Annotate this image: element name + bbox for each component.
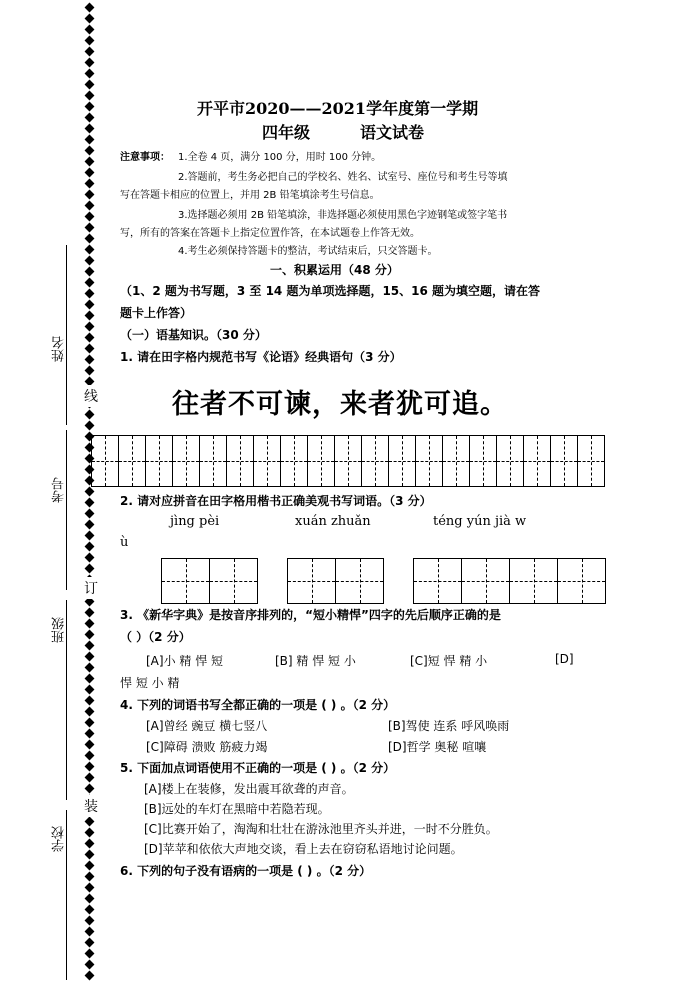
binding-diamond xyxy=(85,212,95,222)
binding-diamond xyxy=(85,102,95,112)
q4-option-c[interactable]: [C]障碍 溃败 筋疲力竭 xyxy=(146,740,268,754)
binding-diamond xyxy=(85,861,95,871)
binding-diamond xyxy=(85,124,95,134)
q5-option-a[interactable]: [A]楼上在装修，发出震耳欲聋的声音。 xyxy=(144,782,354,796)
question-5: 5. 下面加点词语使用不正确的一项是 ( ) 。（2 分） xyxy=(120,761,396,775)
pinyin-2: xuán zhuǎn xyxy=(295,514,371,529)
binding-diamond xyxy=(85,553,95,563)
binding-diamond xyxy=(85,201,95,211)
binding-diamond xyxy=(85,355,95,365)
binding-diamond xyxy=(85,630,95,640)
binding-diamond xyxy=(85,80,95,90)
grid-cell[interactable] xyxy=(524,435,551,487)
binding-diamond xyxy=(85,663,95,673)
question-4: 4. 下列的词语书写全都正确的一项是 ( ) 。（2 分） xyxy=(120,698,396,712)
section-title: 一、积累运用（48 分） xyxy=(270,263,399,277)
bind-char-zhuang: 装 xyxy=(84,795,98,817)
section-instruction-1: （1、2 题为书写题，3 至 14 题为单项选择题，15、16 题为填空题，请在答 xyxy=(120,284,541,298)
binding-diamond xyxy=(85,509,95,519)
binding-diamond xyxy=(85,762,95,772)
binding-diamond xyxy=(85,168,95,178)
binding-diamond xyxy=(85,91,95,101)
name-label: 姓名 xyxy=(52,336,67,362)
binding-diamond xyxy=(85,3,95,13)
grid-cell[interactable] xyxy=(551,435,578,487)
school-label: 学校 xyxy=(52,826,67,852)
grid-cell[interactable] xyxy=(336,558,384,604)
binding-diamond xyxy=(85,905,95,915)
q4-option-a[interactable]: [A]曾经 豌豆 横七竖八 xyxy=(146,719,268,733)
grid-cell[interactable] xyxy=(416,435,443,487)
pinyin-3: téng yún jià w xyxy=(433,514,527,529)
q1-writing-grid[interactable] xyxy=(91,435,605,487)
subsection-title: （一）语基知识。（30 分） xyxy=(120,328,267,342)
binding-diamond xyxy=(85,278,95,288)
binding-diamond xyxy=(85,520,95,530)
binding-diamond xyxy=(85,608,95,618)
binding-diamond xyxy=(85,729,95,739)
q5-option-c[interactable]: [C]比赛开始了，淘淘和壮壮在游泳池里齐头并进，一时不分胜负。 xyxy=(144,822,498,836)
notes-item-1: 1.全卷 4 页，满分 100 分，用时 100 分钟。 xyxy=(178,152,382,163)
notes-item-4: 4.考生必须保持答题卡的整洁，考试结束后，只交答题卡。 xyxy=(178,246,438,257)
grid-cell[interactable] xyxy=(414,558,462,604)
binding-diamond xyxy=(85,828,95,838)
grid-cell[interactable] xyxy=(510,558,558,604)
notes-item-2a: 2.答题前，考生务必把自己的学校名、姓名、试室号、座位号和考生号等填 xyxy=(178,172,508,183)
grid-cell[interactable] xyxy=(308,435,335,487)
binding-diamond xyxy=(85,333,95,343)
binding-diamond xyxy=(85,883,95,893)
binding-diamond xyxy=(85,751,95,761)
notes-item-3a: 3.选择题必须用 2B 铅笔填涂，非选择题必须使用黑色字迹钢笔或签字笔书 xyxy=(178,210,508,221)
question-3: 3. 《新华字典》是按音序排列的，“短小精悍”四字的先后顺序正确的是 xyxy=(120,608,501,622)
bind-char-ding: 订 xyxy=(84,577,98,599)
bind-char-xian: 线 xyxy=(84,385,98,407)
q3-option-d[interactable]: [D] xyxy=(555,652,574,666)
binding-diamond xyxy=(85,498,95,508)
binding-diamond xyxy=(85,619,95,629)
binding-diamond xyxy=(85,927,95,937)
binding-diamond xyxy=(85,740,95,750)
pinyin-3-wrap: ù xyxy=(120,535,129,550)
binding-diamond xyxy=(85,135,95,145)
subject-label: 语文试卷 xyxy=(360,123,425,142)
binding-diamond xyxy=(85,531,95,541)
grid-cell[interactable] xyxy=(119,435,146,487)
binding-diamond xyxy=(85,69,95,79)
exam-title: 开平市2020——2021学年度第一学期 xyxy=(197,99,479,118)
binding-diamond xyxy=(85,25,95,35)
binding-diamond xyxy=(85,916,95,926)
binding-diamond xyxy=(85,146,95,156)
binding-diamond xyxy=(85,267,95,277)
grid-cell[interactable] xyxy=(443,435,470,487)
binding-diamond xyxy=(85,938,95,948)
binding-diamond xyxy=(85,960,95,970)
binding-diamond xyxy=(85,850,95,860)
name-underline xyxy=(66,245,67,425)
binding-diamond xyxy=(85,58,95,68)
pinyin-1: jìng pèi xyxy=(170,514,220,529)
grid-cell[interactable] xyxy=(335,435,362,487)
class-label: 班级 xyxy=(52,617,67,643)
binding-diamond xyxy=(85,300,95,310)
exam-no-label: 考号 xyxy=(52,477,67,503)
section-instruction-2: 题卡上作答） xyxy=(120,306,193,320)
binding-diamond xyxy=(85,685,95,695)
q3-option-d-wrap: 悍 短 小 精 xyxy=(120,676,180,690)
grid-cell[interactable] xyxy=(92,435,119,487)
grid-cell[interactable] xyxy=(558,558,606,604)
binding-diamond xyxy=(85,674,95,684)
binding-diamond xyxy=(85,190,95,200)
binding-diamond xyxy=(85,707,95,717)
q3-option-b[interactable]: [B] 精 悍 短 小 xyxy=(275,654,356,668)
grid-cell[interactable] xyxy=(389,435,416,487)
grid-cell[interactable] xyxy=(462,558,510,604)
binding-diamond xyxy=(85,179,95,189)
grid-cell[interactable] xyxy=(281,435,308,487)
grade-label: 四年级 xyxy=(262,123,311,142)
notes-item-2b: 写在答题卡相应的位置上，并用 2B 铅笔填涂考生号信息。 xyxy=(120,190,380,201)
notes-label: 注意事项： xyxy=(120,152,170,163)
binding-diamond xyxy=(85,157,95,167)
exam-no-underline xyxy=(66,430,67,590)
question-1: 1. 请在田字格内规范书写《论语》经典语句（3 分） xyxy=(120,350,402,364)
q3-option-a[interactable]: [A]小 精 悍 短 xyxy=(146,654,224,668)
grid-cell[interactable] xyxy=(173,435,200,487)
binding-diamond xyxy=(85,718,95,728)
grid-cell[interactable] xyxy=(288,558,336,604)
q3-option-c[interactable]: [C]短 悍 精 小 xyxy=(410,654,488,668)
question-3-blank[interactable]: （ ）（2 分） xyxy=(120,630,191,644)
binding-diamond xyxy=(85,410,95,420)
notes-item-3b: 写，所有的答案在答题卡上指定位置作答，在本试题卷上作答无效。 xyxy=(120,228,420,239)
grid-cell[interactable] xyxy=(200,435,227,487)
binding-diamond xyxy=(85,421,95,431)
binding-diamond xyxy=(85,256,95,266)
q2-grid-1[interactable] xyxy=(161,558,258,604)
binding-diamond xyxy=(85,949,95,959)
q2-grid-3[interactable] xyxy=(413,558,606,604)
grid-cell[interactable] xyxy=(210,558,258,604)
binding-diamond-line xyxy=(84,4,96,982)
grid-cell[interactable] xyxy=(578,435,605,487)
binding-diamond xyxy=(85,36,95,46)
binding-diamond xyxy=(85,311,95,321)
q4-option-d[interactable]: [D]哲学 奥秘 喧嚷 xyxy=(388,740,487,754)
binding-diamond xyxy=(85,344,95,354)
grid-cell[interactable] xyxy=(254,435,281,487)
binding-diamond xyxy=(85,817,95,827)
binding-diamond xyxy=(85,971,95,981)
grid-cell[interactable] xyxy=(146,435,173,487)
binding-diamond xyxy=(85,322,95,332)
binding-diamond xyxy=(85,641,95,651)
q5-option-d[interactable]: [D]苹苹和依依大声地交谈，看上去在窃窃私语地讨论问题。 xyxy=(144,842,463,856)
binding-diamond xyxy=(85,234,95,244)
binding-diamond xyxy=(85,894,95,904)
q5-option-b[interactable]: [B]远处的车灯在黑暗中若隐若现。 xyxy=(144,802,330,816)
binding-diamond xyxy=(85,289,95,299)
grid-cell[interactable] xyxy=(470,435,497,487)
binding-diamond xyxy=(85,366,95,376)
grid-cell[interactable] xyxy=(162,558,210,604)
grid-cell[interactable] xyxy=(227,435,254,487)
question-6: 6. 下列的句子没有语病的一项是 ( ) 。（2 分） xyxy=(120,864,372,878)
binding-diamond xyxy=(85,872,95,882)
binding-diamond xyxy=(85,14,95,24)
binding-diamond xyxy=(85,564,95,574)
binding-diamond xyxy=(85,839,95,849)
binding-diamond xyxy=(85,47,95,57)
binding-diamond xyxy=(85,487,95,497)
binding-diamond xyxy=(85,542,95,552)
binding-diamond xyxy=(85,113,95,123)
quote-text: 往者不可谏，来者犹可追。 xyxy=(172,389,508,420)
grid-cell[interactable] xyxy=(362,435,389,487)
binding-diamond xyxy=(85,223,95,233)
q4-option-b[interactable]: [B]驾使 连系 呼风唤雨 xyxy=(388,719,510,733)
question-2: 2. 请对应拼音在田字格用楷书正确美观书写词语。（3 分） xyxy=(120,494,432,508)
binding-diamond xyxy=(85,784,95,794)
binding-diamond xyxy=(85,652,95,662)
binding-diamond xyxy=(85,696,95,706)
q2-grid-2[interactable] xyxy=(287,558,384,604)
binding-diamond xyxy=(85,245,95,255)
binding-diamond xyxy=(85,773,95,783)
grid-cell[interactable] xyxy=(497,435,524,487)
